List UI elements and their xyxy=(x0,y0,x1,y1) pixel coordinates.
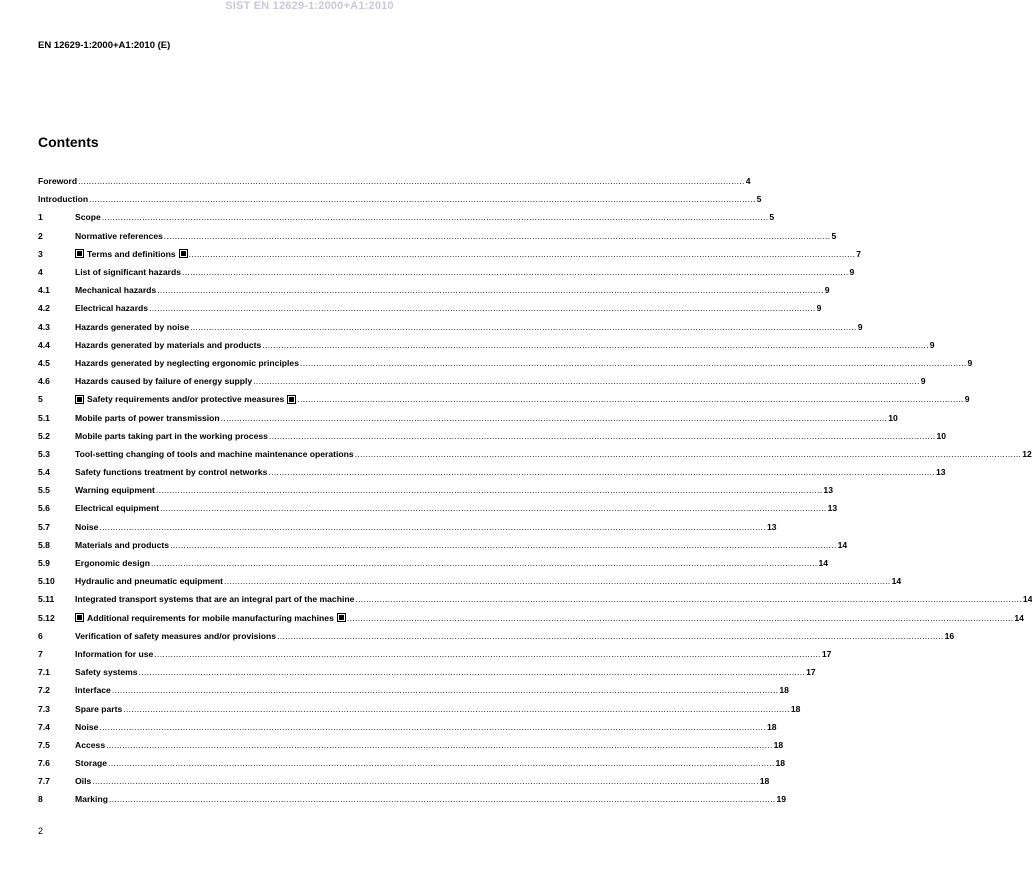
toc-dot-leader xyxy=(123,704,790,714)
toc-entry-page: 13 xyxy=(823,485,833,496)
toc-entry-title: Terms and definitions xyxy=(87,248,176,259)
toc-entry-title: Hydraulic and pneumatic equipment xyxy=(75,576,224,587)
toc-entry-title-wrap xyxy=(38,194,88,204)
toc-entry-page: 9 xyxy=(929,339,935,350)
toc-entry-number: 5.2 xyxy=(38,430,50,441)
toc-entry-title: Safety systems xyxy=(75,667,138,678)
toc-entry[interactable] xyxy=(38,590,1032,608)
toc-entry-title: Normative references xyxy=(75,230,163,241)
toc-entry-number: 5.5 xyxy=(38,485,50,496)
toc-entry-number: 5.3 xyxy=(38,448,50,459)
toc-entry-title: Interface xyxy=(75,685,111,696)
amendment-start-marker-icon xyxy=(75,249,84,258)
toc-entry-page: 18 xyxy=(773,739,784,750)
toc-dot-leader xyxy=(92,776,759,786)
toc-entry-title: Hazards generated by noise xyxy=(75,321,190,332)
toc-entry-number: 5.1 xyxy=(38,412,50,423)
toc-entry[interactable] xyxy=(38,499,838,517)
toc-entry-page: 18 xyxy=(779,685,789,696)
toc-entry-number: 7.7 xyxy=(38,776,50,787)
toc-entry-title-wrap xyxy=(75,704,122,714)
toc-entry[interactable] xyxy=(38,609,1024,627)
toc-entry[interactable] xyxy=(38,627,955,645)
toc-entry-title: Mobile parts taking part in the working process xyxy=(75,430,268,441)
amendment-end-marker-icon xyxy=(179,249,188,258)
watermark: SIST EN 12629-1:2000+A1:2010 xyxy=(225,0,394,12)
toc-entry-title: Electrical hazards xyxy=(75,303,149,314)
toc-entry-number: 4.3 xyxy=(38,321,50,332)
toc-entry-page: 14 xyxy=(1014,612,1024,623)
toc-entry-title-wrap xyxy=(75,431,268,441)
toc-entry-page: 16 xyxy=(944,630,955,641)
toc-entry-number: 7.3 xyxy=(38,703,50,714)
toc-entry-title: Hazards generated by materials and products xyxy=(75,339,262,350)
toc-entry-page: 18 xyxy=(759,776,770,787)
amendment-start-marker-icon xyxy=(75,613,84,622)
toc-entry-title-wrap xyxy=(75,212,101,222)
toc-entry-title: Noise xyxy=(75,521,99,532)
toc-entry[interactable] xyxy=(38,227,837,245)
toc-entry-page: 19 xyxy=(776,794,787,805)
toc-entry-title: Ergonomic design xyxy=(75,558,150,569)
toc-entry-title: Noise xyxy=(75,721,99,732)
toc-dot-leader xyxy=(154,649,821,659)
toc-dot-leader xyxy=(355,594,1022,604)
page-number: 2 xyxy=(38,826,44,836)
toc-dot-leader xyxy=(89,194,756,204)
toc-entry-title-wrap xyxy=(38,176,77,186)
toc-entry-page: 17 xyxy=(821,648,832,659)
toc-entry[interactable] xyxy=(38,172,751,190)
toc-dot-leader xyxy=(190,322,857,332)
toc-entry-number: 4.5 xyxy=(38,357,50,368)
toc-entry[interactable] xyxy=(38,390,970,408)
toc-dot-leader xyxy=(189,249,856,259)
toc-entry-number: 7.6 xyxy=(38,758,50,769)
toc-entry[interactable] xyxy=(38,681,789,699)
toc-entry-title: Materials and products xyxy=(75,539,170,550)
toc-entry-title-wrap xyxy=(75,631,276,641)
toc-entry-title-wrap xyxy=(75,449,354,459)
toc-entry-number: 2 xyxy=(38,230,43,241)
toc-entry[interactable] xyxy=(38,427,947,445)
toc-entry[interactable] xyxy=(38,663,816,681)
toc-entry-page: 13 xyxy=(766,521,777,532)
toc-entry-page: 5 xyxy=(756,194,762,205)
toc-entry-title: Electrical equipment xyxy=(75,503,160,514)
toc-entry-title-wrap xyxy=(75,231,163,241)
toc-entry-number: 7 xyxy=(38,648,43,659)
toc-entry[interactable] xyxy=(38,790,787,808)
toc-entry-number: 5.8 xyxy=(38,539,50,550)
toc-entry-title: Safety requirements and/or protective measures xyxy=(87,394,285,405)
toc-entry-title-wrap xyxy=(75,649,153,659)
toc-dot-leader xyxy=(99,522,766,532)
toc-entry-number: 4.2 xyxy=(38,303,50,314)
toc-entry-page: 18 xyxy=(766,721,777,732)
toc-entry-title-wrap xyxy=(75,794,108,804)
toc-entry-title: List of significant hazards xyxy=(75,267,182,278)
toc-entry-title: Warning equipment xyxy=(75,485,155,496)
toc-entry-title: Integrated transport systems that are an integral part of the machine xyxy=(75,594,355,605)
toc-entry-page: 12 xyxy=(1022,448,1032,459)
toc-entry-title: Mechanical hazards xyxy=(75,285,157,296)
toc-dot-leader xyxy=(156,485,823,495)
toc-entry-number: 7.1 xyxy=(38,667,50,678)
toc-entry-number: 8 xyxy=(38,794,43,805)
toc-dot-leader xyxy=(253,376,920,386)
amendment-start-marker-icon xyxy=(75,395,84,404)
toc-entry-title-wrap xyxy=(75,522,98,532)
toc-entry-title-wrap xyxy=(75,267,181,277)
toc-dot-leader xyxy=(268,467,935,477)
toc-entry[interactable] xyxy=(38,572,902,590)
toc-entry[interactable] xyxy=(38,245,861,263)
toc-entry[interactable] xyxy=(38,772,770,790)
toc-entry-title-wrap xyxy=(75,540,169,550)
toc-entry[interactable] xyxy=(38,354,973,372)
toc-entry-page: 10 xyxy=(888,412,898,423)
toc-entry-number: 5.12 xyxy=(38,612,55,623)
toc-entry-title: Spare parts xyxy=(75,703,123,714)
toc-entry-title-wrap xyxy=(75,758,107,768)
toc-entry-title: Scope xyxy=(75,212,101,223)
toc-entry-title: Marking xyxy=(75,794,108,805)
toc-entry[interactable] xyxy=(38,263,855,281)
toc-entry[interactable] xyxy=(38,518,777,536)
toc-entry-page: 9 xyxy=(857,321,863,332)
toc-entry-number: 5.7 xyxy=(38,521,50,532)
toc-entry-number: 4 xyxy=(38,267,43,278)
toc-entry-number: 5.10 xyxy=(38,576,55,587)
toc-entry-number: 6 xyxy=(38,630,43,641)
toc-entry-page: 9 xyxy=(967,357,973,368)
toc-entry[interactable] xyxy=(38,445,1032,463)
toc-entry-page: 14 xyxy=(818,558,829,569)
toc-entry-title: Oils xyxy=(75,776,92,787)
toc-dot-leader xyxy=(149,303,816,313)
toc-entry-title-wrap xyxy=(75,322,189,332)
toc-entry-title-wrap xyxy=(75,685,111,695)
toc-entry-title: Hazards generated by neglecting ergonomic principles xyxy=(75,357,299,368)
toc-entry-title: Tool-setting changing of tools and machine maintenance operations xyxy=(75,448,354,459)
toc-entry[interactable] xyxy=(38,299,822,317)
toc-entry-page: 9 xyxy=(964,394,970,405)
toc-dot-leader xyxy=(300,358,967,368)
toc-entry-title-wrap xyxy=(75,503,159,513)
toc-entry-title-wrap xyxy=(75,413,220,423)
toc-entry-number: 5.9 xyxy=(38,558,50,569)
toc-dot-leader xyxy=(170,540,837,550)
toc-entry-number: 5.11 xyxy=(38,594,55,605)
toc-entry-number: 1 xyxy=(38,212,43,223)
toc-entry-title: Hazards caused by failure of energy supply xyxy=(75,376,253,387)
toc-entry-title: Additional requirements for mobile manufacturing machines xyxy=(87,612,334,623)
toc-entry[interactable] xyxy=(38,754,786,772)
toc-entry-page: 13 xyxy=(827,503,838,514)
toc-entry-title: Access xyxy=(75,739,106,750)
toc-entry-page: 18 xyxy=(790,703,801,714)
toc-entry-page: 9 xyxy=(920,376,926,387)
toc-entry-number: 4.6 xyxy=(38,376,50,387)
toc-entry-title-wrap xyxy=(75,485,155,495)
toc-entry-page: 10 xyxy=(936,430,947,441)
toc-entry-title-wrap xyxy=(75,576,223,586)
toc-entry-page: 4 xyxy=(745,176,751,187)
toc-entry-page: 5 xyxy=(769,212,775,223)
toc-dot-leader xyxy=(297,394,964,404)
toc-dot-leader xyxy=(164,231,831,241)
toc-entry[interactable] xyxy=(38,372,926,390)
toc-entry-title-wrap xyxy=(75,667,138,677)
toc-dot-leader xyxy=(277,631,944,641)
toc-entry-title-wrap xyxy=(75,376,252,386)
toc-entry-page: 14 xyxy=(1022,594,1032,605)
toc-entry-number: 5.4 xyxy=(38,467,50,478)
toc-entry-page: 14 xyxy=(837,539,848,550)
toc-dot-leader xyxy=(160,503,827,513)
toc-entry[interactable] xyxy=(38,718,777,736)
toc-dot-leader xyxy=(78,176,745,186)
toc-entry-page: 9 xyxy=(816,303,822,314)
toc-entry-page: 7 xyxy=(856,248,861,259)
toc-dot-leader xyxy=(108,758,775,768)
toc-entry[interactable] xyxy=(38,536,848,554)
toc-entry[interactable] xyxy=(38,554,829,572)
toc-entry-title-wrap xyxy=(75,594,354,604)
toc-entry[interactable] xyxy=(38,699,801,717)
toc-dot-leader xyxy=(112,685,779,695)
toc-entry-number: 7.5 xyxy=(38,739,50,750)
toc-entry[interactable] xyxy=(38,736,784,754)
toc-entry-title-wrap xyxy=(75,394,296,404)
toc-entry-page: 18 xyxy=(775,758,786,769)
toc-dot-leader xyxy=(151,558,818,568)
toc-entry[interactable] xyxy=(38,318,863,336)
toc-entry-title-wrap xyxy=(75,613,346,623)
table-of-contents xyxy=(38,172,1032,809)
toc-dot-leader xyxy=(269,431,936,441)
toc-entry-title-wrap xyxy=(75,776,91,786)
toc-entry-number: 5 xyxy=(38,394,43,405)
toc-entry[interactable] xyxy=(38,481,833,499)
toc-entry-page: 9 xyxy=(849,267,855,278)
toc-entry[interactable] xyxy=(38,408,898,426)
toc-entry-title-wrap xyxy=(75,740,105,750)
page-title: Contents xyxy=(38,134,99,150)
toc-entry-number: 7.2 xyxy=(38,685,50,696)
toc-entry-page: 13 xyxy=(935,467,946,478)
toc-entry-title: Introduction xyxy=(38,194,89,205)
toc-dot-leader xyxy=(262,340,929,350)
toc-entry-title-wrap xyxy=(75,340,261,350)
toc-entry-title: Safety functions treatment by control networks xyxy=(75,467,268,478)
toc-entry-page: 14 xyxy=(891,576,902,587)
toc-dot-leader xyxy=(139,667,806,677)
toc-entry[interactable] xyxy=(38,281,830,299)
toc-entry[interactable] xyxy=(38,645,832,663)
toc-dot-leader xyxy=(99,722,766,732)
toc-entry-title-wrap xyxy=(75,285,156,295)
toc-dot-leader xyxy=(221,413,888,423)
toc-entry[interactable] xyxy=(38,463,946,481)
toc-dot-leader xyxy=(347,613,1014,623)
toc-entry[interactable] xyxy=(38,336,935,354)
amendment-end-marker-icon xyxy=(287,395,296,404)
toc-dot-leader xyxy=(106,740,773,750)
toc-entry-number: 4.4 xyxy=(38,339,50,350)
toc-entry-page: 5 xyxy=(831,230,837,241)
toc-entry-page: 9 xyxy=(824,285,830,296)
toc-entry-title-wrap xyxy=(75,722,98,732)
toc-dot-leader xyxy=(355,449,1022,459)
toc-entry-title: Mobile parts of power transmission xyxy=(75,412,220,423)
toc-entry-title: Foreword xyxy=(38,176,78,187)
toc-entry-title-wrap xyxy=(75,558,150,568)
toc-entry-title: Storage xyxy=(75,758,107,769)
toc-entry-title-wrap xyxy=(75,303,148,313)
toc-entry[interactable] xyxy=(38,208,775,226)
amendment-end-marker-icon xyxy=(337,613,346,622)
toc-entry-title: Information for use xyxy=(75,648,154,659)
toc-dot-leader xyxy=(157,285,824,295)
toc-dot-leader xyxy=(224,576,891,586)
toc-entry-number: 3 xyxy=(38,248,43,259)
toc-entry-number: 4.1 xyxy=(38,285,50,296)
toc-dot-leader xyxy=(182,267,849,277)
toc-entry-title-wrap xyxy=(75,358,299,368)
toc-dot-leader xyxy=(109,794,776,804)
toc-entry-page: 17 xyxy=(806,667,816,678)
toc-entry-title: Verification of safety measures and/or provisions xyxy=(75,630,277,641)
toc-entry[interactable] xyxy=(38,190,762,208)
toc-entry-title-wrap xyxy=(75,467,267,477)
toc-dot-leader xyxy=(102,212,769,222)
toc-entry-title-wrap xyxy=(75,249,188,259)
document-identifier: EN 12629-1:2000+A1:2010 (E) xyxy=(38,40,171,51)
toc-entry-number: 5.6 xyxy=(38,503,50,514)
toc-entry-number: 7.4 xyxy=(38,721,50,732)
